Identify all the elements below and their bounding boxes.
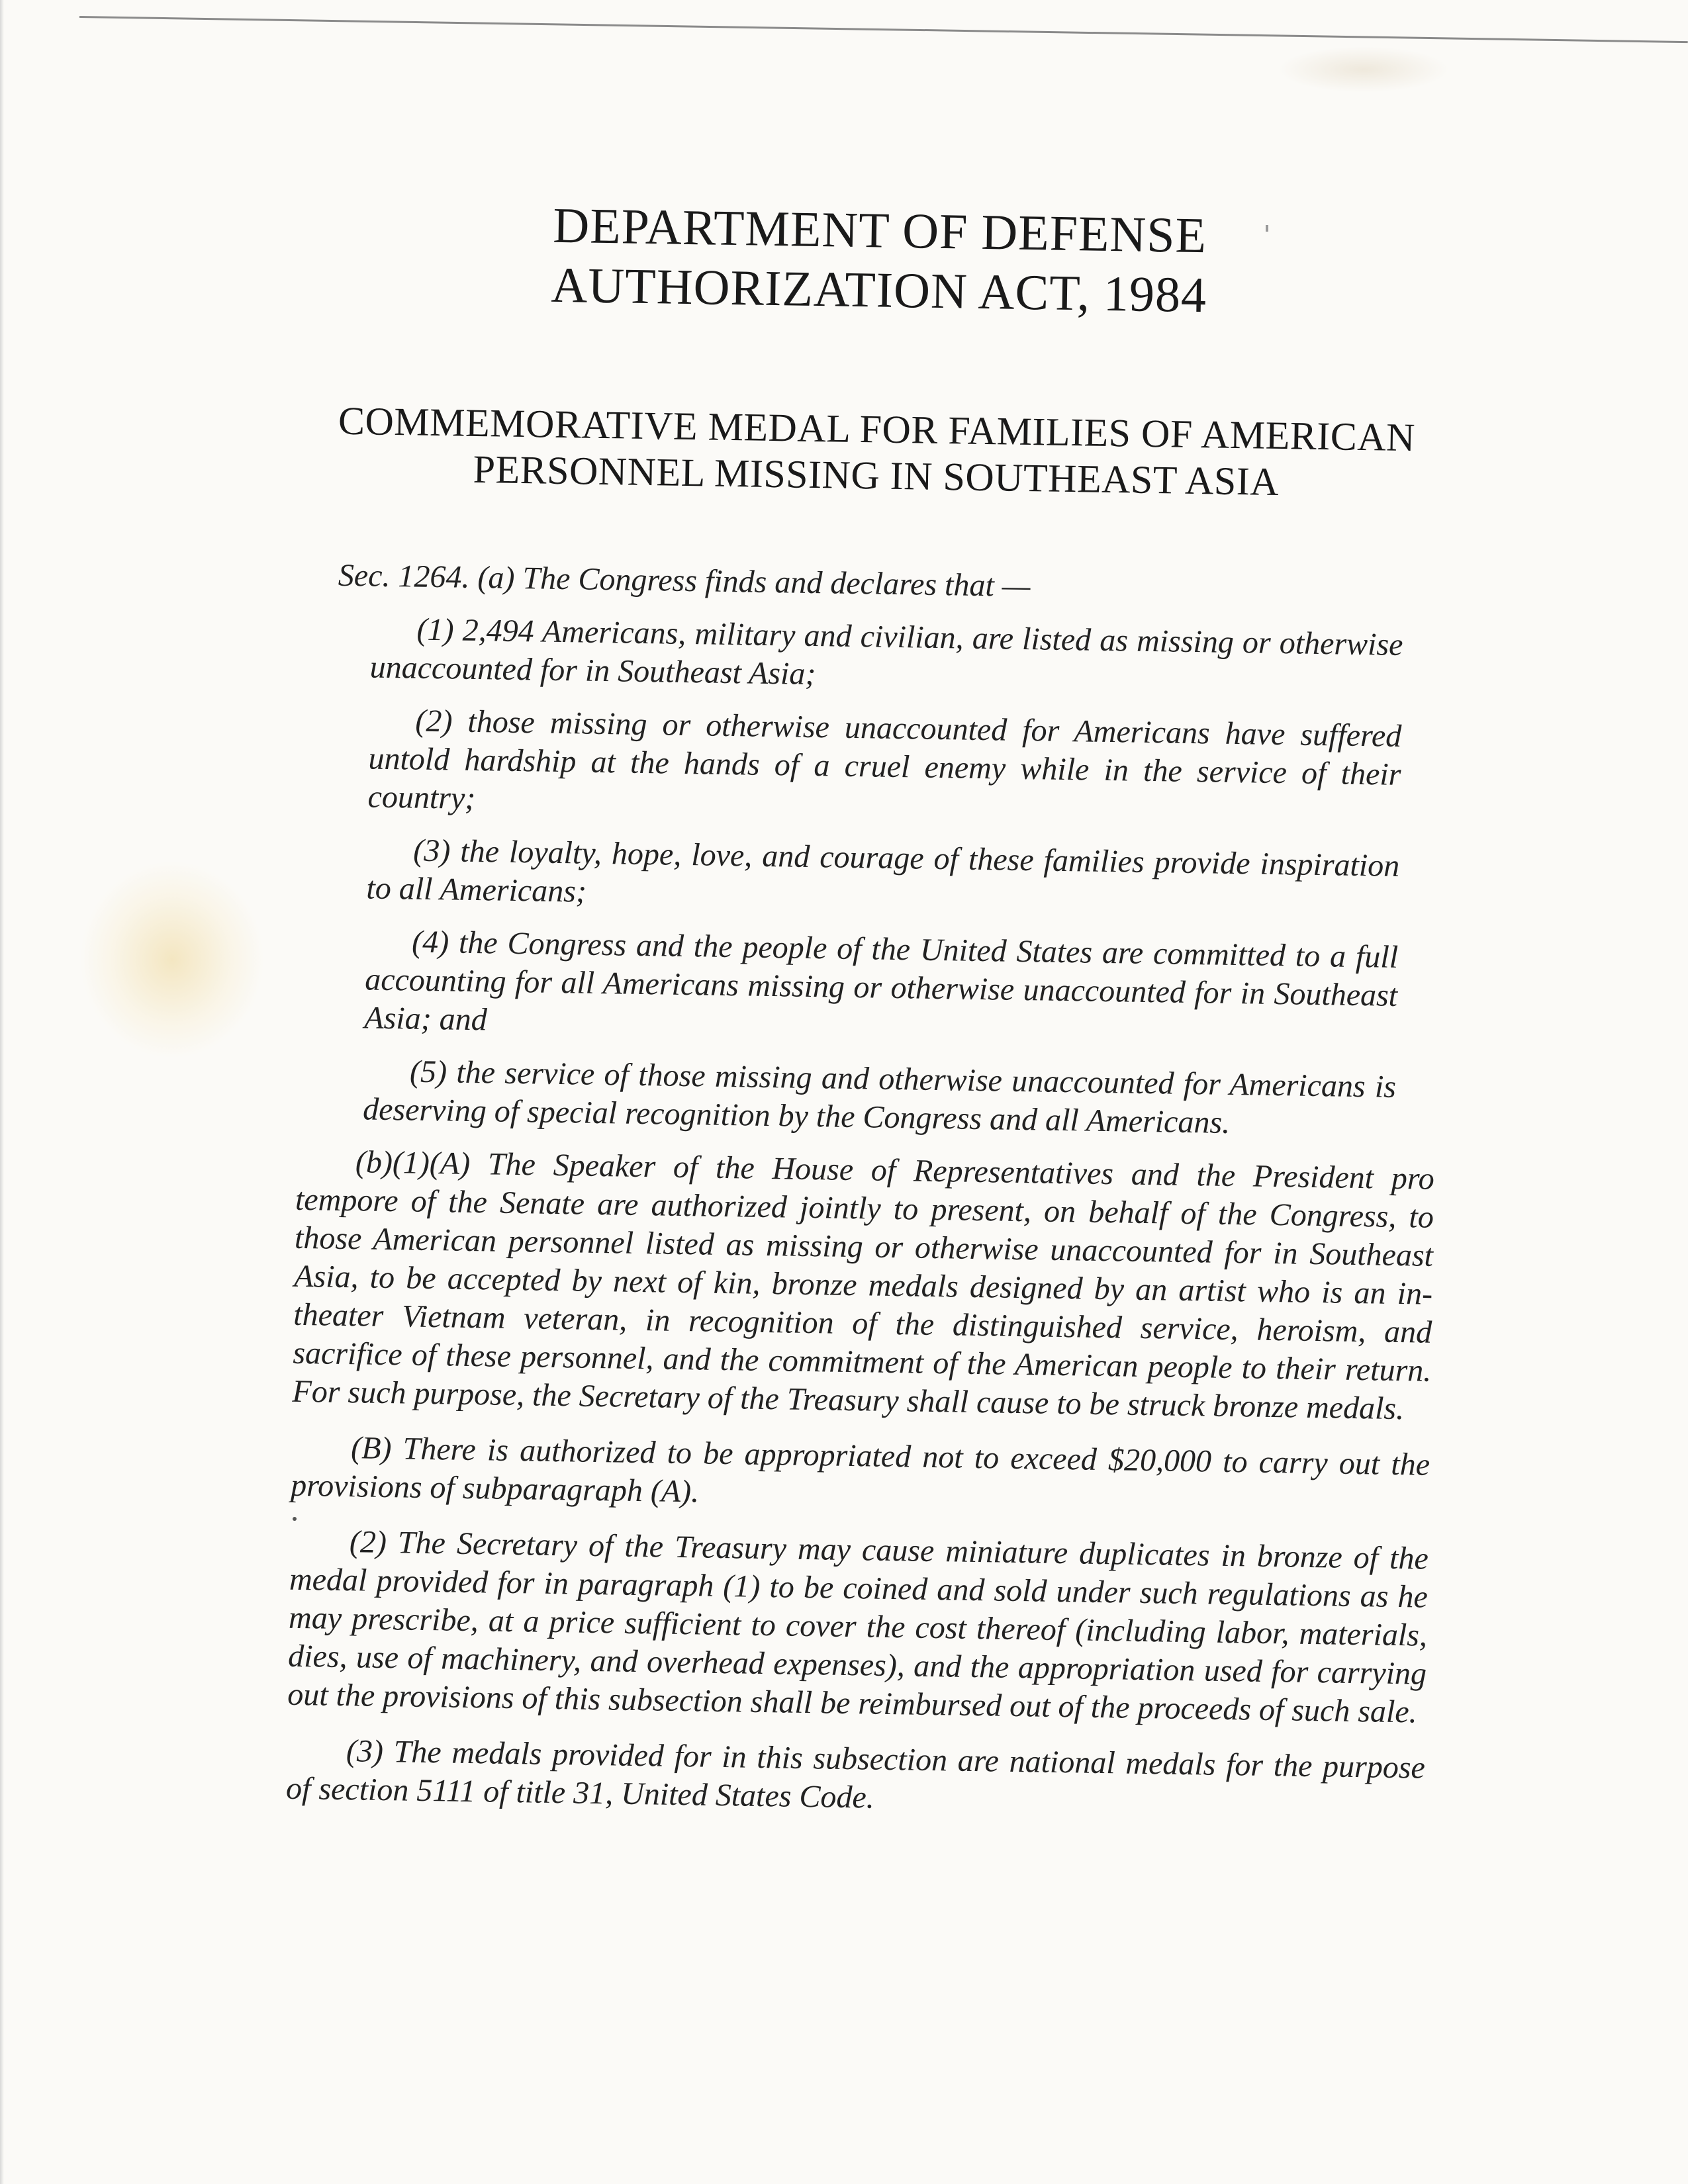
document-content: [285, 192, 1450, 1843]
title-line-1: DEPARTMENT OF DEFENSE: [552, 197, 1207, 264]
paper-stain-top: [1278, 46, 1450, 93]
title-line-2: AUTHORIZATION ACT, 1984: [550, 257, 1207, 324]
subsection-paragraph: (3) The medals provided for in this subsection are national medals for the purpose of section 5111 of title 31, United States Code.: [285, 1733, 1426, 1815]
finding-paragraph: (5) the service of those missing and otherwise unaccounted for Americans is deserving of special recognition by the Congress and all Americans.: [362, 1054, 1397, 1140]
subtitle-line-1: COMMEMORATIVE MEDAL FOR FAMILIES OF AMERICAN: [338, 398, 1416, 460]
subtitle-line-2: PERSONNEL MISSING IN SOUTHEAST ASIA: [473, 447, 1280, 504]
subsection-paragraph: (b)(1)(A) The Speaker of the House of Representatives and the President pro tempore of the Senate are authorized jointly to present, on behalf of the Congress, to those American personnel listed as missing or otherwise unaccounted for in Southeast Asia, to be accepted by next of kin, bronze medals designed by an artist who is an in-theater Vietnam veteran, in recognition of the distinguished service, heroism, and sacrifice of these personnel, and the commitment of the American people to their return. For such purpose, the Secretary of the Treasury shall cause to be struck bronze medals.: [292, 1144, 1435, 1427]
finding-paragraph: (4) the Congress and the people of the United States are committed to a full accounting for all Americans missing or otherwise unaccounted for in Southeast Asia; and: [363, 924, 1399, 1038]
finding-paragraph: (2) those missing or otherwise unaccounted for Americans have suffered untold hardship at the hands of a cruel enemy while in the service of their country;: [367, 703, 1402, 817]
paper-stain: [79, 860, 265, 1059]
document-subtitle: [306, 397, 1446, 508]
top-rule-line: [79, 16, 1688, 43]
finding-paragraph: (1) 2,494 Americans, military and civilian, are listed as missing or otherwise unaccounted for in Southeast Asia;: [369, 612, 1403, 692]
section-intro: Sec. 1264. (a) The Congress finds and declares that —: [338, 557, 1031, 604]
subsection-paragraph: (2) The Secretary of the Treasury may cause miniature duplicates in bronze of the medal provided for in paragraph (1) to be coined and sold under such regulations as he may prescribe, at a price sufficient to cover the cost thereof (including labor, materials, dies, use of machinery, and overhead expenses), and the appropriation used for carrying out the provisions of this subsection shall be reimbursed out of the proceeds of such sale.: [287, 1524, 1429, 1730]
findings-list: [363, 610, 1403, 1144]
subsections-list: [286, 1142, 1435, 1826]
document-title: [309, 192, 1450, 329]
finding-paragraph: (3) the loyalty, hope, love, and courage of these families provide inspiration to all Americans;: [366, 833, 1400, 909]
scan-edge-shadow: [0, 0, 4, 2184]
subsection-paragraph: (B) There is authorized to be appropriated not to exceed $20,000 to carry out the provisions of subparagraph (A).: [290, 1430, 1430, 1510]
